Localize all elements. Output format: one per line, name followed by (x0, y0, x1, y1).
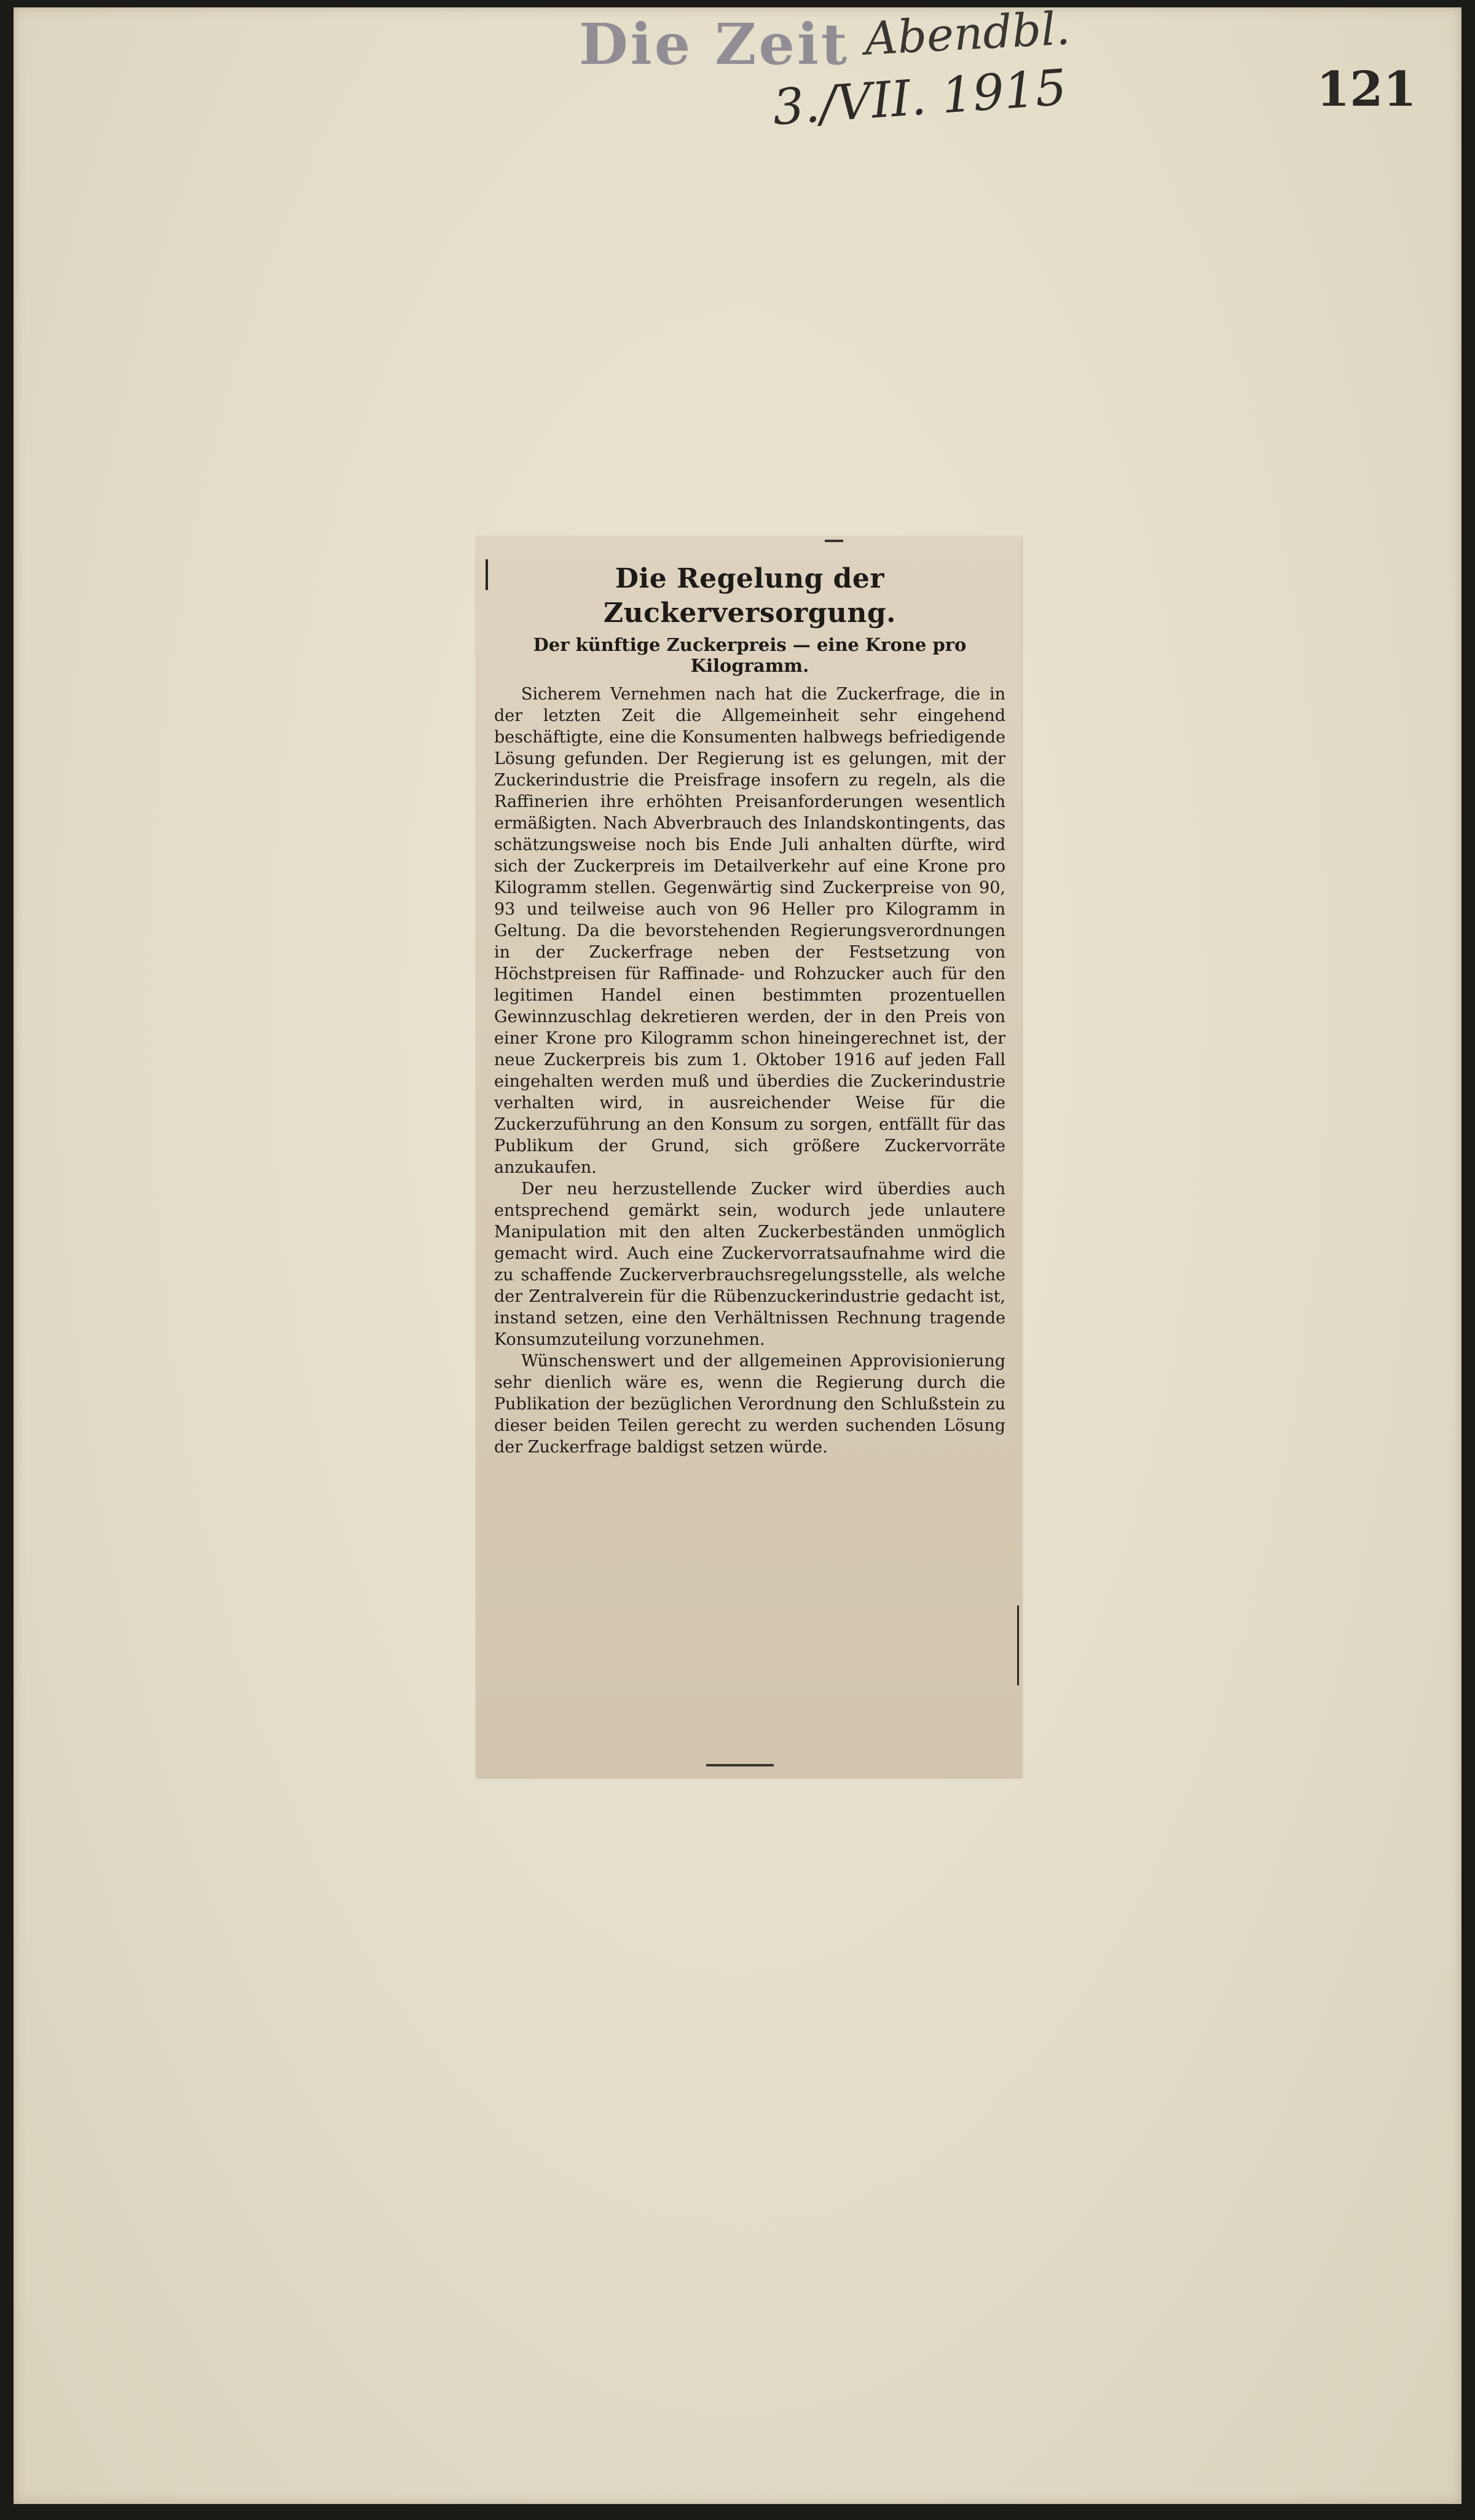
article-paragraph: Sicherem Vernehmen nach hat die Zuckerfrage, die in der letzten Zeit die Allgemeinheit sehr eingehend beschäftigte, eine die Konsumenten halbwegs befriedigende Lösung gefunden. Der Regierung ist es gelungen, mit der Zuckerindustrie die Preisfrage insofern zu regeln, als die Raffinerien ihre erhöhten Preisanforderungen wesentlich ermäßigten. Nach Abverbrauch des Inlandskontingents, das schätzungsweise noch bis Ende Juli anhalten dürfte, wird sich der Zuckerpreis im Detailverkehr auf eine Krone pro Kilogramm stellen. Gegenwärtig sind Zuckerpreise von 90, 93 und teilweise auch von 96 Heller pro Kilogramm in Geltung. Da die bevorstehenden Regierungsverordnungen in der Zuckerfrage neben der Festsetzung von Höchstpreisen für Raffinade- und Rohzucker auch für den legitimen Handel einen bestimmten prozentuellen Gewinnzuschlag dekretieren werden, der in den Preis von einer Krone pro Kilogramm schon hineingerechnet ist, der neue Zuckerpreis bis zum 1. Oktober 1916 auf jeden Fall eingehalten werden muß und überdies die Zuckerindustrie verhalten wird, in ausreichender Weise für die Zuckerzuführung an den Konsum zu sorgen, entfällt für das Publikum der Grund, sich größere Zuckervorräte anzukaufen. (494, 685, 1005, 1177)
page-number: 121 (1316, 61, 1417, 117)
handwritten-edition-note: Abendbl. (863, 2, 1072, 66)
handwritten-date: 3./VII. 1915 (771, 58, 1069, 136)
newspaper-name-stamp: Die Zeit (579, 11, 850, 77)
article-headline: Die Regelung der Zuckerversorgung. (604, 563, 896, 629)
clipping-bottom-rule (706, 1764, 774, 1766)
clipping-left-rule (486, 559, 488, 590)
article-paragraph: Der neu herzustellende Zucker wird überdies auch entsprechend gemärkt sein, wodurch jede unlautere Manipulation mit den alten Zuckerbeständen unmöglich gemacht wird. Auch eine Zuckervorratsaufnahme wird die zu schaffende Zuckerverbrauchsregelungsstelle, als welche der Zentralverein für die Rübenzuckerindustrie gedacht ist, instand setzen, eine den Verhältnissen Rechnung tragende Konsumzuteilung vorzunehmen. (494, 1179, 1005, 1349)
newspaper-clipping (476, 536, 1021, 1778)
clipping-right-rule (1017, 1605, 1019, 1685)
clipping-top-rule (825, 540, 843, 542)
article-subheadline: Der künftige Zuckerpreis — eine Krone pro Kilogramm. (533, 634, 967, 676)
archive-sheet (14, 2, 1461, 2504)
article-paragraph: Wünschenswert und der allgemeinen Approvisionierung sehr dienlich wäre es, wenn die Regierung durch die Publikation der bezüglichen Verordnung den Schlußstein zu dieser beiden Teilen gerecht zu werden suchenden Lösung der Zuckerfrage baldigst setzen würde. (494, 1352, 1005, 1457)
